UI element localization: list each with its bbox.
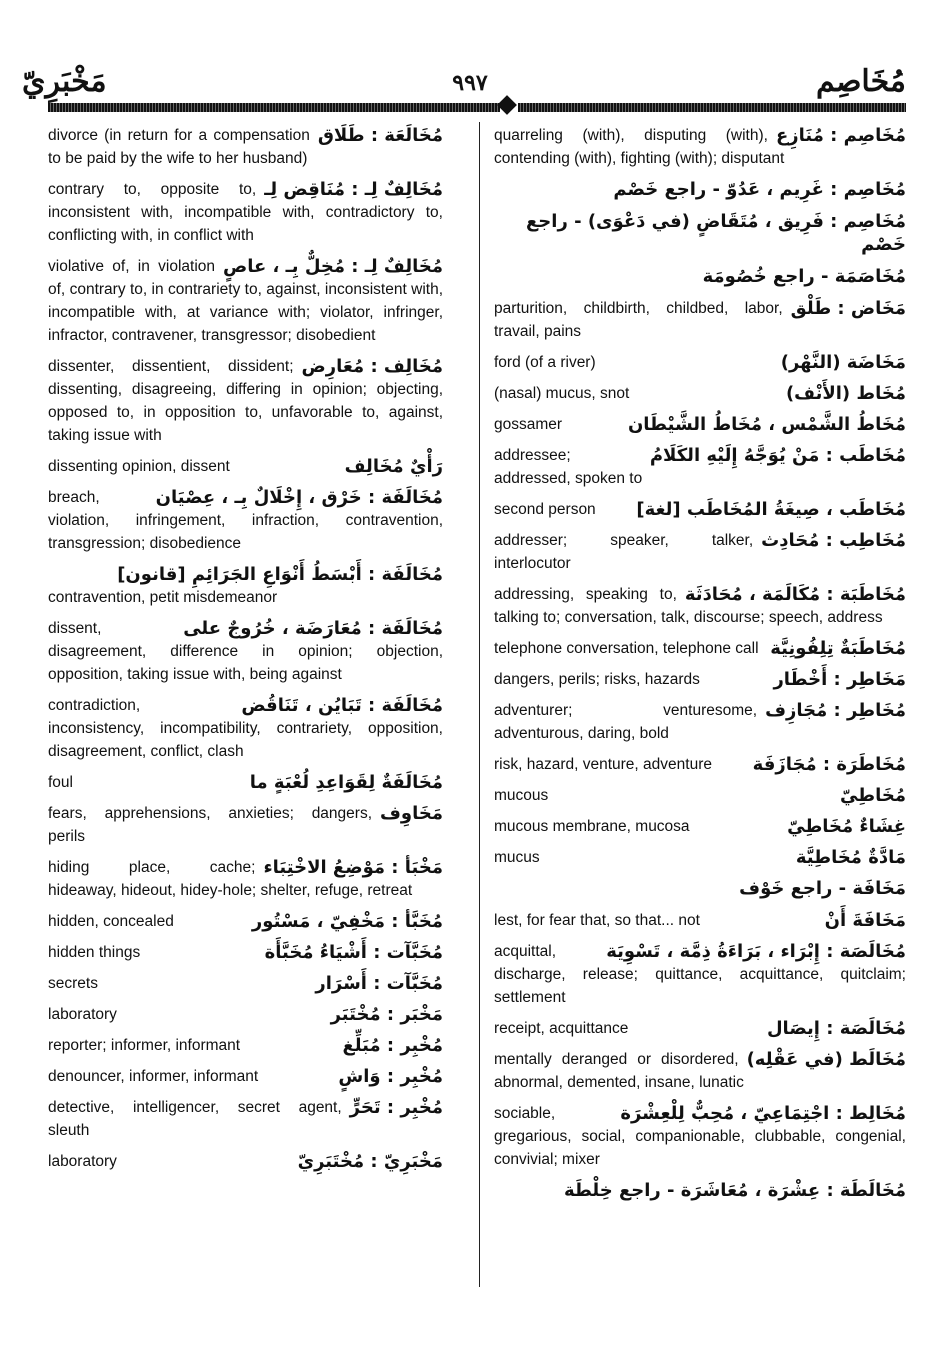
dictionary-entry [494, 877, 906, 901]
dictionary-entry [48, 355, 443, 447]
entry-arabic-headword: رَأْيٌ مُخَالِف [344, 456, 443, 477]
entry-english-definition: divorce (in return for a compensation to be paid by the wife to her husband) [48, 127, 310, 167]
entry-english-definition: mucous membrane, mucosa [494, 818, 690, 835]
dictionary-entry [494, 815, 906, 838]
entry-english-definition: laboratory [48, 1006, 117, 1023]
entry-english-definition: lest, for fear that, so that... not [494, 912, 700, 929]
entry-arabic-headword: مُخَالَصَة : إِبْرَاء ، بَرَاءَةُ ذِمَّة ، تَسْوِيَة [606, 941, 906, 962]
entry-english-definition: risk, hazard, venture, adventure [494, 756, 712, 773]
entry-english-definition: addressing, speaking to, talking to; conversation, talk, discourse; speech, address [494, 586, 883, 626]
entry-arabic-headword: مَخَافَة - راجع خَوْف [739, 878, 906, 899]
dictionary-entry [48, 1150, 443, 1173]
dictionary-entry [48, 1003, 443, 1026]
entry-arabic-headword: مُخَالَصَة : إِيصَال [766, 1018, 906, 1039]
entry-english-definition: acquittal, discharge, release; quittance, acquittance, quitclaim; settlement [494, 943, 906, 1006]
entry-english-definition: dangers, perils; risks, hazards [494, 671, 700, 688]
dictionary-entry [494, 178, 906, 202]
entry-english-definition: receipt, acquittance [494, 1020, 629, 1037]
entry-arabic-headword: مُخَاطَب ، صِيغَةُ المُخَاطَب [لغة] [636, 499, 906, 520]
entry-arabic-headword: مُخَالِف : مُعَارِض [301, 356, 443, 377]
dictionary-entry [494, 940, 906, 1009]
dictionary-entry [48, 972, 443, 995]
entry-english-definition: secrets [48, 975, 98, 992]
entry-english-definition: dissent, disagreement, difference in opinion; objection, opposition, taking issue with, being against [48, 620, 443, 683]
entry-arabic-headword: مُخَاصِم : مُنَازِع [775, 125, 906, 146]
dictionary-entry [48, 910, 443, 933]
left-column [48, 124, 443, 1181]
entry-arabic-headword: مُخَاطِيّ [839, 785, 906, 806]
entry-english-definition: mucous [494, 787, 549, 804]
entry-arabic-headword: مُخَبَّآت : أَشْيَاءُ مُخَبَّأَة [264, 942, 443, 963]
entry-english-definition: hidden, concealed [48, 913, 174, 930]
entry-arabic-headword: مُخْبِر : تَحَرٍّ [349, 1097, 443, 1118]
entry-arabic-headword: مُخَاطَب : مَنْ يُوَجَّهُ إِلَيْهِ الكَلَامُ [649, 445, 906, 466]
dictionary-entry [48, 486, 443, 555]
header-guide-word-left: مَخْبَرِيّ [22, 64, 107, 99]
entry-english-definition: foul [48, 774, 73, 791]
header-rule-left [48, 103, 500, 112]
dictionary-entry [494, 1179, 906, 1203]
entry-english-definition: contrary to, opposite to, inconsistent with, incompatible with, contradictory to, conflicting with, in conflict with [48, 181, 443, 244]
entry-arabic-headword: مَخَاض : طَلْق [790, 298, 906, 319]
entry-arabic-headword: مُخَاطِر : مُجَازِف [765, 700, 906, 721]
entry-arabic-headword: مَخْبَرِيّ : مُخْتَبَرِيّ [297, 1151, 443, 1172]
header-guide-word-right: مُخَاصِم [815, 64, 906, 99]
entry-english-definition: hiding place, cache; hideaway, hideout, hidey-hole; shelter, refuge, retreat [48, 859, 413, 899]
dictionary-entry [494, 210, 906, 257]
entry-arabic-headword: مُخَاط (الأَنْف) [785, 383, 906, 404]
dictionary-entry [48, 1096, 443, 1142]
entry-arabic-headword: مَادَّةٌ مُخَاطِيَّة [795, 847, 906, 868]
entry-english-definition: detective, intelligencer, secret agent, sleuth [48, 1099, 342, 1139]
entry-arabic-headword: مُخَالَفَة : أَبْسَطُ أَنْوَاعِ الجَرَائِمِ [قانون] [117, 564, 443, 585]
entry-english-definition: mentally deranged or disordered, abnormal, demented, insane, lunatic [494, 1051, 744, 1091]
entry-english-definition: second person [494, 501, 596, 518]
page-number: ٩٩٧ [452, 70, 488, 96]
entry-arabic-headword: مُخَالَط (في عَقْلِه) [746, 1049, 906, 1070]
entry-arabic-headword: مَخَاضَة (النَّهْر) [780, 352, 906, 373]
dictionary-entry [494, 382, 906, 405]
entry-arabic-headword: مُخَالَفَة : مُعَارَضَة ، خُرُوجٌ على [183, 618, 443, 639]
entry-arabic-headword: مَخَاوِف [380, 803, 443, 824]
dictionary-entry [494, 637, 906, 660]
dictionary-entry [494, 265, 906, 289]
entry-arabic-headword: مَخْبَر : مُخْتَبَر [330, 1004, 443, 1025]
entry-arabic-headword: مُخَالِفٌ لِـ : مُخِلٌّ بِـ ، عاصٍ [223, 256, 443, 277]
entry-arabic-headword: مُخَالِفٌ لِـ : مُنَاقِض لِـ [264, 179, 443, 200]
dictionary-entry [494, 699, 906, 745]
entry-arabic-headword: مُخَاصِم : فَرِيق ، مُتَقَاضٍ (في دَعْوَى) - راجع خَصْم [526, 211, 906, 255]
entry-arabic-headword: مُخَالِط : اجْتِمَاعِيّ ، مُحِبٌّ لِلْعِشْرَة [620, 1103, 906, 1124]
entry-english-definition: gossamer [494, 416, 563, 433]
dictionary-entry [494, 753, 906, 776]
entry-arabic-headword: مُخْبِر : مُبَلِّغ [342, 1035, 443, 1056]
header-rule-right [518, 103, 906, 112]
entry-english-definition: contravention, petit misdemeanor [48, 589, 278, 606]
entry-arabic-headword: مُخَاطَبَةٌ تِلِفُونِيَّة [770, 638, 906, 659]
entry-arabic-headword: مَخَاطِر : أَخْطَار [773, 669, 906, 690]
entry-english-definition: (nasal) mucus, snot [494, 385, 630, 402]
entry-english-definition: telephone conversation, telephone call [494, 640, 759, 657]
entry-english-definition: laboratory [48, 1153, 117, 1170]
dictionary-entry [48, 771, 443, 794]
dictionary-entry [494, 351, 906, 374]
dictionary-entry [494, 784, 906, 807]
dictionary-entry [494, 1102, 906, 1171]
entry-arabic-headword: مُخَبَّآت : أَسْرَار [315, 973, 443, 994]
entry-english-definition: contradiction, inconsistency, incompatibility, contrariety, opposition, disagreement, conflict, clash [48, 697, 443, 760]
entry-english-definition: violative of, in violation of, contrary to, in contrariety to, against, inconsistent with, incompatible with, at variance with; violator, infringer, infractor, contravener, transgressor; disobedient [48, 258, 443, 344]
dictionary-entry [494, 498, 906, 521]
dictionary-entry [48, 694, 443, 763]
dictionary-entry [48, 617, 443, 686]
dictionary-entry [494, 297, 906, 343]
entry-english-definition: adventurer; venturesome, adventurous, daring, bold [494, 702, 758, 742]
entry-english-definition: addressee; addressed, spoken to [494, 447, 643, 487]
entry-arabic-headword: مُخَاطَرَة : مُجَازَفَة [752, 754, 906, 775]
entry-arabic-headword: مُخَاصَمَة - راجع خُصُومَة [702, 266, 906, 287]
entry-english-definition: fears, apprehensions, anxieties; dangers, perils [48, 805, 373, 845]
dictionary-entry [494, 444, 906, 490]
right-column [494, 124, 906, 1211]
dictionary-entry [48, 255, 443, 347]
entry-arabic-headword: مُخَاصِم : غَرِيم ، عَدُوّ - راجع خَصْم [613, 179, 906, 200]
entry-english-definition: reporter; informer, informant [48, 1037, 241, 1054]
dictionary-entry [48, 1034, 443, 1057]
dictionary-entry [48, 455, 443, 478]
dictionary-entry [48, 1065, 443, 1088]
dictionary-entry [494, 909, 906, 932]
dictionary-entry [494, 1048, 906, 1094]
entry-arabic-headword: مَخَافَةَ أَنْ [824, 910, 906, 931]
entry-arabic-headword: مُخَالَفَة : تَبَايُن ، تَنَاقُض [241, 695, 443, 716]
entry-english-definition: mucus [494, 849, 540, 866]
dictionary-entry [494, 1017, 906, 1040]
entry-arabic-headword: مُخْبِر : وَاشٍ [338, 1066, 443, 1087]
entry-english-definition: denouncer, informer, informant [48, 1068, 259, 1085]
column-divider [479, 122, 480, 1287]
dictionary-entry [494, 668, 906, 691]
dictionary-entry [494, 846, 906, 869]
entry-arabic-headword: مُخَاطُ الشَّمْس ، مُخَاطُ الشَّيْطَان [627, 414, 906, 435]
entry-arabic-headword: مُخَالَفَةٌ لِقَوَاعِدِ لُعْبَةٍ ما [249, 772, 443, 793]
dictionary-entry [48, 802, 443, 848]
dictionary-entry [48, 124, 443, 170]
entry-english-definition: parturition, childbirth, childbed, labor, travail, pains [494, 300, 783, 340]
entry-english-definition: breach, violation, infringement, infraction, contravention, transgression; disobedience [48, 489, 443, 552]
entry-english-definition: dissenter, dissentient, dissident; dissenting, disagreeing, differing in opinion; objecting, opposed to, in opposition to, unfavorable to, against, taking issue with [48, 358, 443, 444]
dictionary-entry [494, 529, 906, 575]
entry-english-definition: quarreling (with), disputing (with), contending (with), fighting (with); disputant [494, 127, 785, 167]
entry-arabic-headword: مُخَاطَبَة : مُكَالَمَة ، مُحَادَثَة [684, 584, 906, 605]
dictionary-entry [494, 413, 906, 436]
dictionary-entry [48, 941, 443, 964]
entry-arabic-headword: مُخَالَفَة : خَرْق ، إِخْلَالٌ بِـ ، عِصْيَان [155, 487, 443, 508]
dictionary-entry [48, 856, 443, 902]
dictionary-entry [494, 124, 906, 170]
entry-arabic-headword: مُخَالَعَة : طَلَاق [317, 125, 443, 146]
entry-english-definition: addresser; speaker, talker, interlocutor [494, 532, 754, 572]
entry-arabic-headword: غِشَاءٌ مُخَاطِيّ [787, 816, 906, 837]
entry-arabic-headword: مُخَبَّأ : مَخْفِيّ ، مَسْتُور [251, 911, 443, 932]
entry-english-definition: sociable, gregarious, social, companionable, clubbable, congenial, convivial; mixer [494, 1105, 906, 1168]
entry-arabic-headword: مُخَالَطَة : عِشْرَة ، مُعَاشَرَة - راجع خِلْطَة [563, 1180, 906, 1201]
entry-english-definition: hidden things [48, 944, 141, 961]
entry-english-definition: ford (of a river) [494, 354, 596, 371]
dictionary-entry [48, 563, 443, 609]
entry-arabic-headword: مُخَاطِب : مُحَادِث [761, 530, 906, 551]
dictionary-entry [494, 583, 906, 629]
dictionary-entry [48, 178, 443, 247]
entry-arabic-headword: مَخْبَأ : مَوْضِعُ الاخْتِبَاء [263, 857, 443, 878]
entry-english-definition: dissenting opinion, dissent [48, 458, 230, 475]
